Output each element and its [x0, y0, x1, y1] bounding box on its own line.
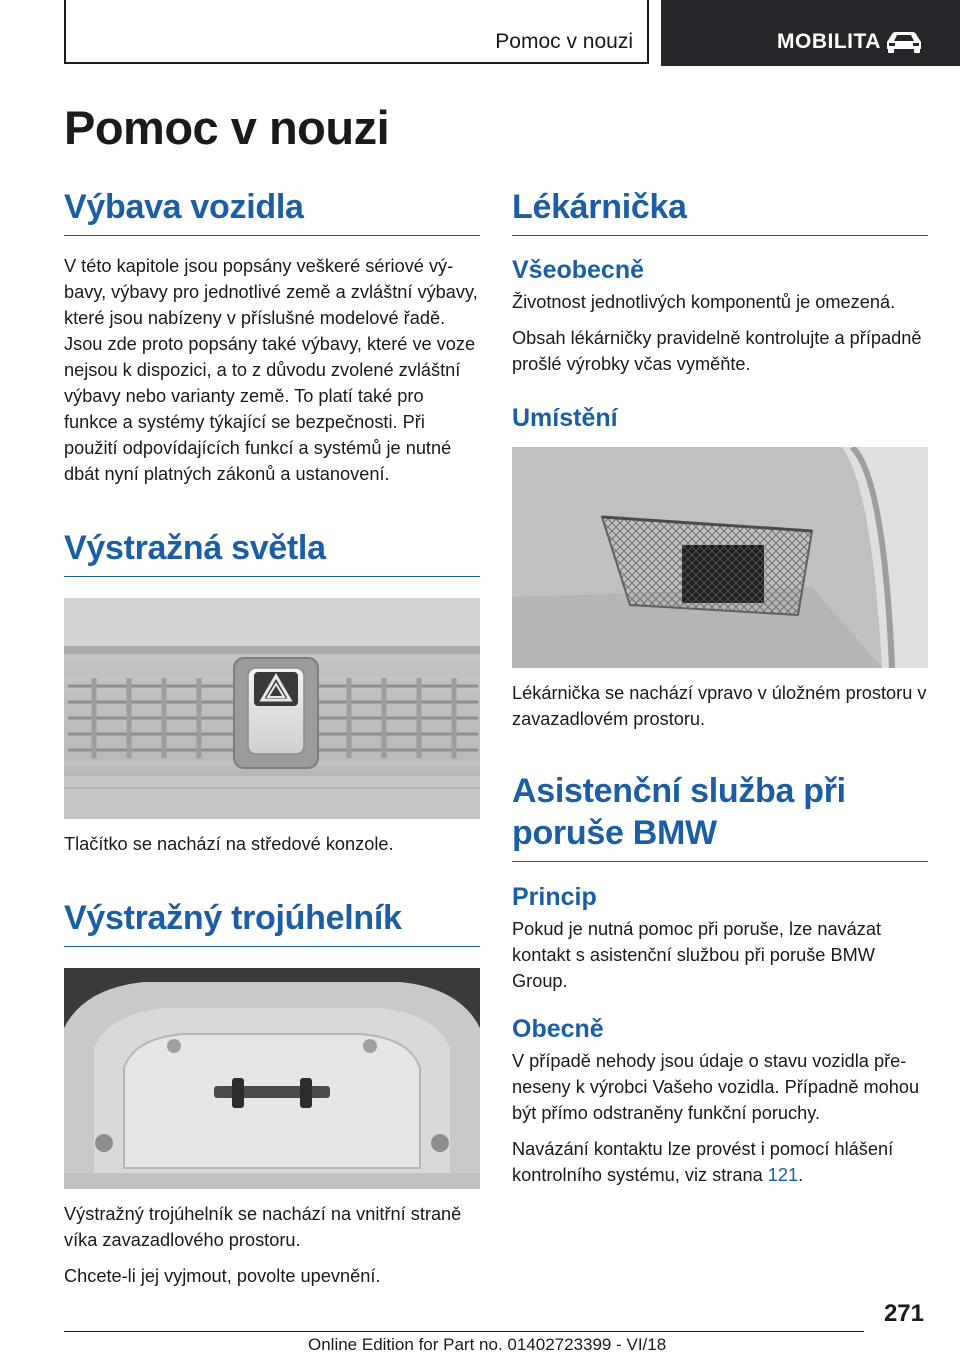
header-tab-label[interactable]: MOBILITA — [777, 30, 881, 53]
right-column — [512, 186, 928, 1188]
paragraph-trojuhelnik: Chcete-li jej vyjmout, povolte upevnění. — [64, 1266, 381, 1286]
caption-warning-triangle: Výstražný trojúhelník se nachází na vnitřní straně víka zavazadlového prostoru. — [64, 1204, 462, 1250]
subheading-obecne: Obecně — [512, 1015, 604, 1043]
left-column — [64, 186, 480, 1289]
paragraph-zivotnost: Životnost jednotlivých komponentů je omezená. — [512, 292, 896, 312]
page-link-121[interactable]: 121 — [767, 1165, 799, 1185]
paragraph-kontakt — [512, 1136, 928, 1188]
section-heading-lekarnicka: Lékárnička — [512, 186, 928, 236]
subheading-vseobecne: Všeobecně — [512, 256, 645, 284]
figure-first-aid-kit — [512, 447, 928, 668]
paragraph-princip: Pokud je nutná pomoc při poruše, lze navázat kontakt s asistenční službou při poruše BMW Group. — [512, 919, 882, 991]
paragraph-vybava: V této kapitole jsou popsány veškeré sériové výbavy, výbavy pro jednotlivé země a zvláštní výbavy, které jsou nabízeny v příslušné modelové řadě. Jsou zde proto popsány také výbavy, které ve voze nejsou k dispozici, a to z důvodu zvolené zvláštní výbavy nebo varianty země. To platí také pro funkce a systémy týkající se bezpečnosti. Při použití odpovídajících funkcí a systémů je nutné dbát nyní platných zákonů a ustanovení. — [64, 256, 478, 484]
subheading-umisteni: Umístění — [512, 404, 618, 432]
header-breadcrumb-box — [64, 0, 649, 64]
subheading-princip: Princip — [512, 883, 597, 911]
figure-hazard-button — [64, 598, 480, 819]
paragraph-kontakt-end: . — [798, 1165, 804, 1185]
footer-rule — [64, 1331, 864, 1332]
car-icon — [883, 29, 925, 53]
section-heading-asistence: Asistenční služba při poruše BMW — [512, 770, 928, 862]
footer-edition: Online Edition for Part no. 01402723399 - VI/18 — [308, 1335, 667, 1354]
page-title: Pomoc v nouzi — [64, 101, 390, 154]
paragraph-nehoda: V případě nehody jsou údaje o stavu vozidla přeneseny k výrobci Vašeho vozidla. Případně mohou být přímo odstraněny funkční poruchy. — [512, 1051, 920, 1123]
paragraph-kontakt-text: Navázání kontaktu lze provést i pomocí hlášení kontrolního systému, viz strana — [512, 1139, 894, 1185]
section-heading-trojuhelnik: Výstražný trojúhelník — [64, 897, 480, 947]
section-heading-vybava: Výbava vozidla — [64, 186, 480, 236]
section-heading-vystrazna-svetla: Výstražná světla — [64, 527, 480, 577]
figure-warning-triangle — [64, 968, 480, 1189]
header-breadcrumb[interactable]: Pomoc v nouzi — [495, 30, 633, 53]
caption-hazard-button: Tlačítko se nachází na středové konzole. — [64, 834, 394, 854]
caption-first-aid-kit: Lékárnička se nachází vpravo v úložném prostoru v zavazadlovém prostoru. — [512, 683, 927, 729]
paragraph-kontrola: Obsah lékárničky pravidelně kontrolujte a případně prošlé výrobky včas vyměňte. — [512, 328, 922, 374]
page-number: 271 — [883, 1300, 924, 1327]
